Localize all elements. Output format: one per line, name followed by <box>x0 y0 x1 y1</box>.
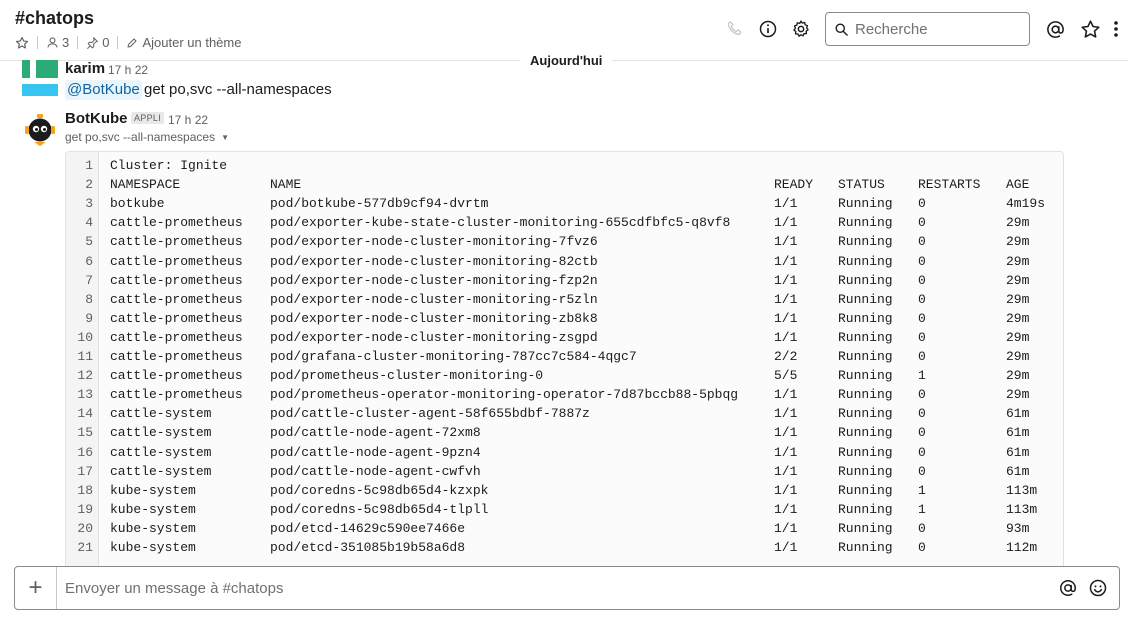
code-cell: 0 <box>918 196 926 212</box>
at-icon[interactable] <box>1040 14 1070 44</box>
code-cell: 0 <box>918 329 926 345</box>
channel-title[interactable]: #chatops <box>15 8 95 28</box>
code-cell: cattle-prometheus <box>110 253 243 269</box>
message-composer <box>14 566 1120 610</box>
code-cell: Running <box>838 406 893 422</box>
code-cell: kube-system <box>110 520 196 536</box>
code-cell: cattle-prometheus <box>110 349 243 364</box>
line-number: 8 <box>85 291 93 307</box>
code-cell: 1/1 <box>774 444 798 460</box>
code-cell: pod/etcd-351085b19b58a6d8 <box>270 540 466 555</box>
code-cell: pod/exporter-node-cluster-monitoring-fzp2n <box>270 272 598 288</box>
code-cell: 29m <box>1006 349 1030 364</box>
phone-icon[interactable] <box>720 14 750 44</box>
code-row <box>66 271 1063 290</box>
code-cell: 1/1 <box>774 329 798 345</box>
search-box[interactable] <box>825 12 1030 46</box>
code-cell: Running <box>838 253 893 269</box>
code-cell: Running <box>838 272 893 288</box>
code-cell: 0 <box>918 463 926 479</box>
code-cell: botkube <box>110 196 165 212</box>
code-cell: cattle-system <box>110 463 212 479</box>
line-number: 5 <box>85 234 93 250</box>
code-cell: 112m <box>1006 540 1038 555</box>
code-cell: 0 <box>918 349 926 364</box>
code-cell: pod/grafana-cluster-monitoring-787cc7c584-4qgc7 <box>270 349 637 364</box>
code-cell: 1/1 <box>774 425 798 441</box>
code-cell: 1/1 <box>774 406 798 422</box>
line-number: 7 <box>85 272 93 288</box>
code-cell: 29m <box>1006 215 1030 231</box>
code-row <box>66 462 1063 481</box>
code-cell: Running <box>838 234 893 250</box>
line-number: 14 <box>77 406 93 422</box>
code-cell: 1 <box>918 482 926 498</box>
code-cell: cattle-prometheus <box>110 329 243 345</box>
code-cell: Running <box>838 501 893 517</box>
search-input[interactable] <box>855 21 1015 38</box>
code-cell: 29m <box>1006 329 1030 345</box>
code-cell: 61m <box>1006 406 1030 422</box>
message-author[interactable]: BotKube <box>65 110 128 127</box>
code-cell: pod/exporter-node-cluster-monitoring-zsgpd <box>270 329 598 345</box>
code-cell: cattle-prometheus <box>110 234 243 250</box>
code-cell: cattle-prometheus <box>110 215 243 231</box>
code-cell: pod/prometheus-cluster-monitoring-0 <box>270 368 544 384</box>
code-cell: 93m <box>1006 520 1030 536</box>
line-number: 21 <box>77 540 93 555</box>
code-row <box>66 481 1063 500</box>
code-cell: pod/botkube-577db9cf94-dvrtm <box>270 196 489 212</box>
code-cell: Running <box>838 520 893 536</box>
code-cell: Running <box>838 310 893 326</box>
code-header-row <box>66 175 1063 194</box>
code-cell: cattle-prometheus <box>110 272 243 288</box>
code-cell: pod/etcd-14629c590ee7466e <box>270 520 466 536</box>
code-cell: 4m19s <box>1006 196 1046 212</box>
code-row <box>66 290 1063 309</box>
gear-icon[interactable] <box>786 14 816 44</box>
code-cell: pod/exporter-kube-state-cluster-monitoring-655cdfbfc5-q8vf8 <box>270 215 731 231</box>
code-cell: 29m <box>1006 387 1030 403</box>
code-cell: cattle-prometheus <box>110 310 243 326</box>
code-cell: 0 <box>918 272 926 288</box>
code-cell: 1/1 <box>774 463 798 479</box>
code-cell: pod/cattle-cluster-agent-58f655bdbf-7887z <box>270 406 590 422</box>
line-number: 2 <box>85 177 93 193</box>
code-row <box>66 500 1063 519</box>
code-cell: 0 <box>918 310 926 326</box>
code-row <box>66 423 1063 442</box>
code-cell: kube-system <box>110 501 196 517</box>
code-cell: 1/1 <box>774 482 798 498</box>
pins-count[interactable]: 0 <box>86 35 109 50</box>
pencil-icon <box>126 37 138 49</box>
code-cell: 1/1 <box>774 501 798 517</box>
code-row <box>66 232 1063 251</box>
code-cell: cattle-prometheus <box>110 368 243 384</box>
code-cell: Running <box>838 291 893 307</box>
more-icon[interactable] <box>1104 14 1128 44</box>
line-number: 10 <box>77 329 93 345</box>
info-icon[interactable] <box>753 14 783 44</box>
code-cell: 1/1 <box>774 310 798 326</box>
line-number: 15 <box>77 425 93 441</box>
code-cell: 29m <box>1006 368 1030 384</box>
line-number: 17 <box>77 463 93 479</box>
code-cell: Running <box>838 215 893 231</box>
code-cell: Running <box>838 463 893 479</box>
code-cell: 2/2 <box>774 349 798 364</box>
code-cell: pod/exporter-node-cluster-monitoring-82ctb <box>270 253 598 269</box>
code-cell: 113m <box>1006 501 1038 517</box>
code-cell: Cluster: Ignite <box>110 158 228 173</box>
members-count[interactable]: 3 <box>46 35 69 50</box>
code-cell: pod/cattle-node-agent-9pzn4 <box>270 444 481 460</box>
code-cell: pod/prometheus-operator-monitoring-operator-7d87bccb88-5pbqg <box>270 387 739 403</box>
code-cell: pod/exporter-node-cluster-monitoring-zb8k8 <box>270 310 598 326</box>
code-row <box>66 519 1063 538</box>
at-icon[interactable] <box>1057 577 1079 599</box>
code-cell: 5/5 <box>774 368 798 384</box>
star-icon[interactable] <box>15 36 29 50</box>
line-number: 9 <box>85 310 93 326</box>
command-context[interactable]: get po,svc --all-namespaces ▼ <box>65 130 229 144</box>
code-cell: Running <box>838 425 893 441</box>
line-number: 4 <box>85 215 93 231</box>
code-cell: 113m <box>1006 482 1038 498</box>
code-cell: RESTARTS <box>918 177 981 193</box>
code-cell: 0 <box>918 425 926 441</box>
code-cell: pod/exporter-node-cluster-monitoring-r5zln <box>270 291 598 307</box>
code-cell: AGE <box>1006 177 1030 193</box>
code-cell: Running <box>838 196 893 212</box>
code-cell: 61m <box>1006 425 1030 441</box>
code-cell: Running <box>838 444 893 460</box>
message-text: get po,svc --all-namespaces <box>144 81 332 98</box>
code-cell: 29m <box>1006 291 1030 307</box>
code-cell: pod/coredns-5c98db65d4-kzxpk <box>270 482 489 498</box>
message-time[interactable]: 17 h 22 <box>168 113 209 127</box>
code-block <box>65 151 1064 571</box>
divider <box>77 36 78 49</box>
code-cell: pod/cattle-node-agent-72xm8 <box>270 425 481 441</box>
code-cell: 0 <box>918 234 926 250</box>
app-badge: APPLI <box>131 112 164 124</box>
chevron-down-icon: ▼ <box>221 132 229 142</box>
code-row <box>66 347 1063 366</box>
date-divider: Aujourd'hui <box>520 52 612 70</box>
code-cell: 1/1 <box>774 196 798 212</box>
code-row <box>66 385 1063 404</box>
line-number: 20 <box>77 520 93 536</box>
code-cell: cattle-prometheus <box>110 291 243 307</box>
message-time[interactable]: 17 h 22 <box>108 63 149 77</box>
code-cell: 61m <box>1006 444 1030 460</box>
code-cell: 1/1 <box>774 540 798 555</box>
line-number: 11 <box>77 349 93 364</box>
code-row <box>66 366 1063 385</box>
code-cell: READY <box>774 177 814 193</box>
code-row <box>66 538 1063 557</box>
code-cell: Running <box>838 349 893 364</box>
code-cell: 0 <box>918 215 926 231</box>
line-number: 12 <box>77 368 93 384</box>
code-cell: Running <box>838 368 893 384</box>
code-row <box>66 252 1063 271</box>
message-input[interactable] <box>65 577 1045 599</box>
code-cell: 0 <box>918 540 926 555</box>
pin-icon <box>86 36 99 49</box>
code-cell: 1/1 <box>774 272 798 288</box>
code-cell: NAME <box>270 177 302 193</box>
code-cell: 1/1 <box>774 387 798 403</box>
code-cell: cattle-system <box>110 406 212 422</box>
code-cell: 1 <box>918 368 926 384</box>
plus-icon[interactable]: + <box>15 567 57 609</box>
members-icon <box>46 36 59 49</box>
code-cell: Running <box>838 387 893 403</box>
code-cell: STATUS <box>838 177 885 193</box>
line-number: 16 <box>77 444 93 460</box>
code-cell: 29m <box>1006 253 1030 269</box>
code-cell: 1 <box>918 501 926 517</box>
code-cell: 61m <box>1006 463 1030 479</box>
code-cell: 1/1 <box>774 234 798 250</box>
code-cell: cattle-system <box>110 444 212 460</box>
avatar[interactable] <box>22 60 58 96</box>
code-row <box>66 213 1063 232</box>
code-cell: 1/1 <box>774 215 798 231</box>
code-cell: pod/cattle-node-agent-cwfvh <box>270 463 481 479</box>
code-cell: kube-system <box>110 540 196 555</box>
search-icon <box>834 22 849 37</box>
star-outline-icon[interactable] <box>1075 14 1105 44</box>
code-cell: pod/coredns-5c98db65d4-tlpll <box>270 501 489 517</box>
line-number: 18 <box>77 482 93 498</box>
code-cell: cattle-system <box>110 425 212 441</box>
code-cell: 29m <box>1006 234 1030 250</box>
code-cell: 0 <box>918 444 926 460</box>
code-line-cluster <box>66 156 1063 175</box>
code-cell: 29m <box>1006 310 1030 326</box>
code-row <box>66 404 1063 423</box>
line-number: 13 <box>77 387 93 403</box>
code-cell: cattle-prometheus <box>110 387 243 403</box>
code-cell: Running <box>838 540 893 555</box>
code-cell: Running <box>838 329 893 345</box>
code-row <box>66 194 1063 213</box>
code-cell: 0 <box>918 387 926 403</box>
code-cell: 0 <box>918 253 926 269</box>
code-cell: Running <box>838 482 893 498</box>
divider <box>117 36 118 49</box>
code-cell: NAMESPACE <box>110 177 181 193</box>
line-number: 19 <box>77 501 93 517</box>
line-number: 6 <box>85 253 93 269</box>
code-row <box>66 328 1063 347</box>
bot-avatar[interactable] <box>22 112 58 148</box>
add-topic-link[interactable]: Ajouter un thème <box>126 35 241 50</box>
code-cell: 29m <box>1006 272 1030 288</box>
code-row <box>66 443 1063 462</box>
code-cell: 1/1 <box>774 291 798 307</box>
code-row <box>66 309 1063 328</box>
code-cell: pod/exporter-node-cluster-monitoring-7fvz6 <box>270 234 598 250</box>
channel-meta <box>15 35 241 50</box>
divider <box>37 36 38 49</box>
code-cell: 0 <box>918 291 926 307</box>
emoji-icon[interactable] <box>1087 577 1109 599</box>
message-author[interactable]: karim <box>65 60 106 77</box>
code-cell: kube-system <box>110 482 196 498</box>
code-cell: 0 <box>918 520 926 536</box>
code-cell: 1/1 <box>774 253 798 269</box>
line-number: 1 <box>85 158 93 173</box>
line-number: 3 <box>85 196 93 212</box>
user-mention[interactable]: @BotKube <box>67 81 140 98</box>
code-cell: 0 <box>918 406 926 422</box>
code-cell: 1/1 <box>774 520 798 536</box>
